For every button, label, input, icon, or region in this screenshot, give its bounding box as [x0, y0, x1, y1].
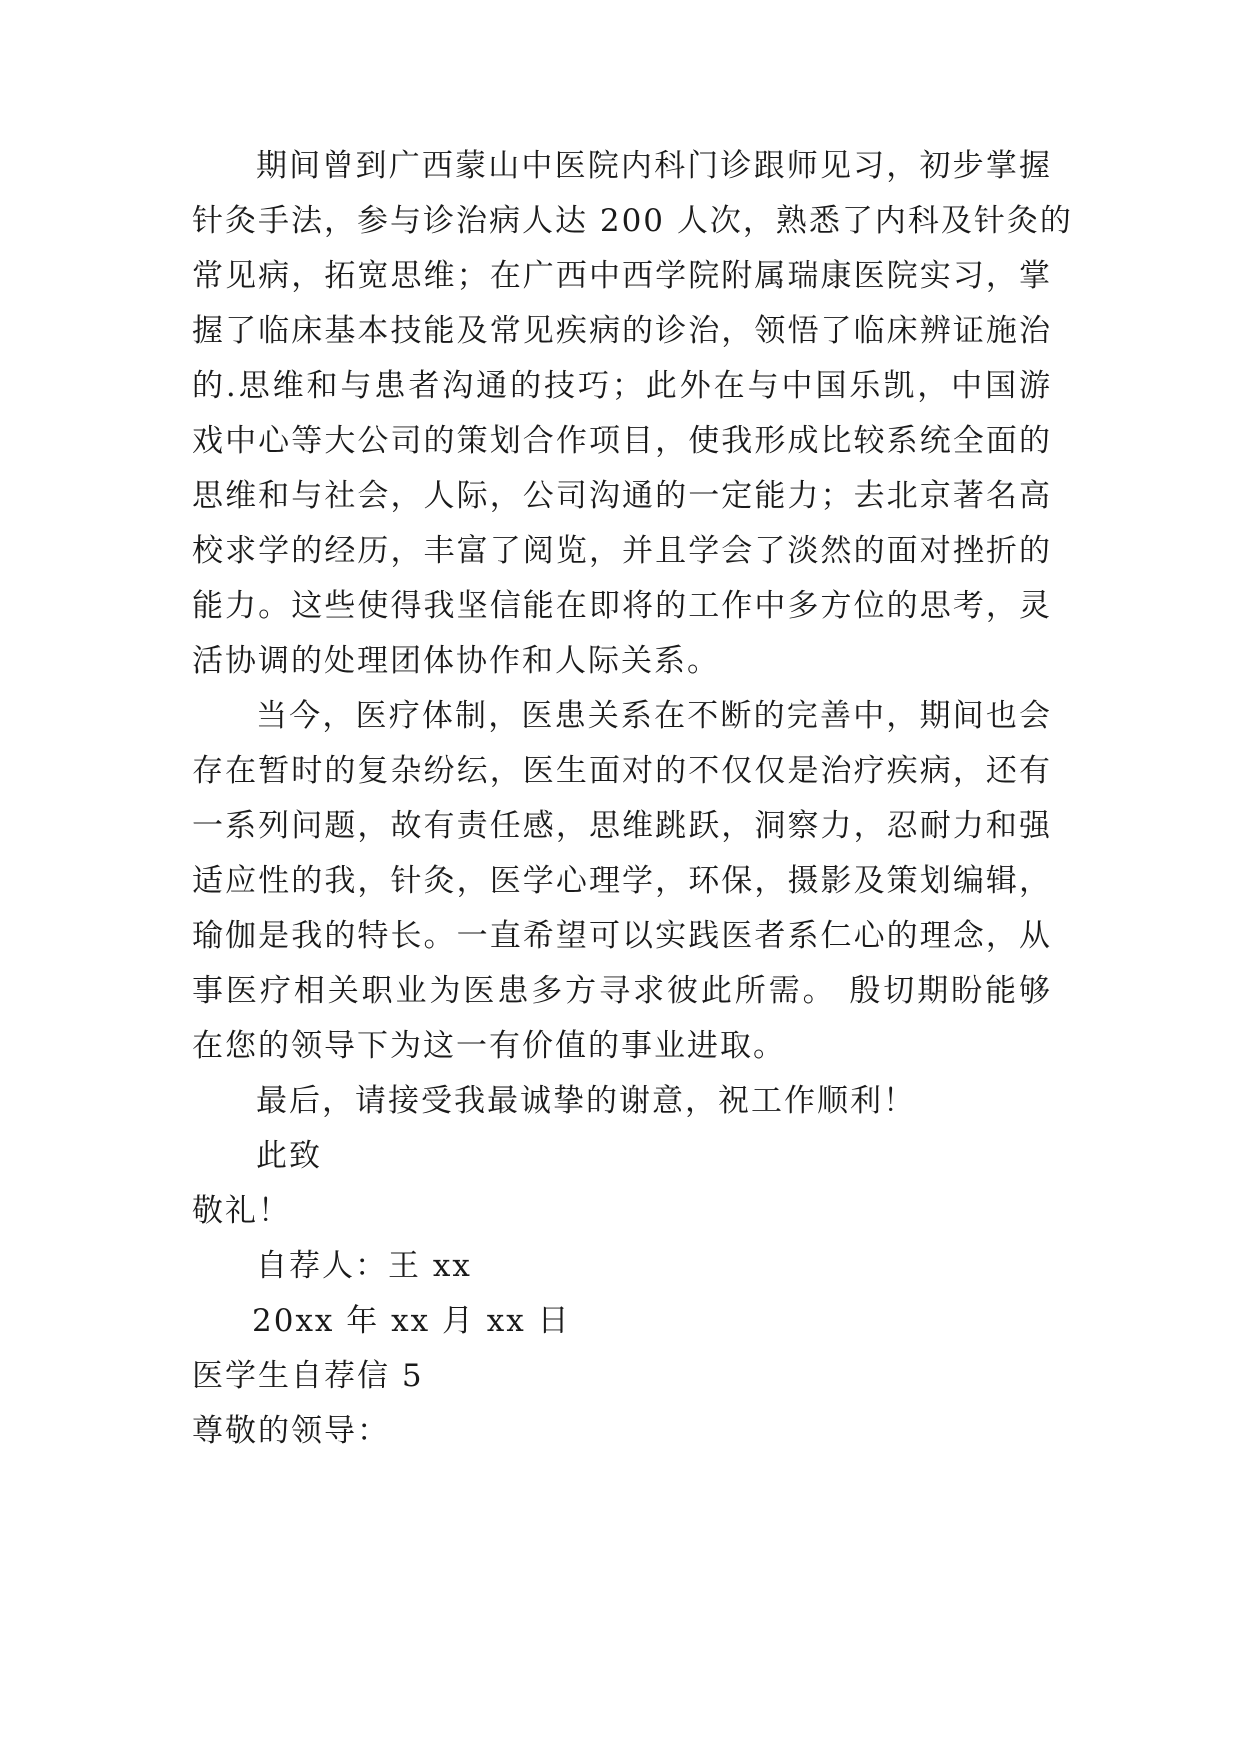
- paragraph-2-line-3: 一系列问题，故有责任感，思维跳跃，洞察力，忍耐力和强: [192, 808, 1052, 844]
- paragraph-1-line-2: 针灸手法，参与诊治病人达 200 人次，熟悉了内科及针灸的: [192, 203, 1073, 239]
- paragraph-2-line-2: 存在暂时的复杂纷纭，医生面对的不仅仅是治疗疾病，还有: [192, 753, 1052, 789]
- next-letter-greeting: 尊敬的领导：: [192, 1413, 390, 1449]
- paragraph-1-line-5: 的.思维和与患者沟通的技巧；此外在与中国乐凯，中国游: [192, 368, 1052, 404]
- paragraph-1-line-8: 校求学的经历，丰富了阅览，并且学会了淡然的面对挫折的: [192, 533, 1052, 569]
- date-line: 20xx 年 xx 月 xx 日: [252, 1303, 571, 1339]
- paragraph-1-line-4: 握了临床基本技能及常见疾病的诊治，领悟了临床辨证施治: [192, 313, 1052, 349]
- paragraph-1-line-6: 戏中心等大公司的策划合作项目，使我形成比较系统全面的: [192, 423, 1052, 459]
- next-letter-title: 医学生自荐信 5: [192, 1358, 424, 1394]
- salutation-line-2: 敬礼！: [192, 1193, 291, 1229]
- paragraph-2-line-6: 事医疗相关职业为医患多方寻求彼此所需。 殷切期盼能够: [192, 973, 1052, 1009]
- paragraph-1-line-9: 能力。这些使得我坚信能在即将的工作中多方位的思考，灵: [192, 588, 1052, 624]
- closing-line: 最后，请接受我最诚挚的谢意，祝工作顺利！: [256, 1083, 916, 1119]
- salutation-line-1: 此致: [256, 1138, 322, 1174]
- paragraph-2-line-1: 当今，医疗体制，医患关系在不断的完善中，期间也会: [256, 698, 1052, 734]
- paragraph-1-line-1: 期间曾到广西蒙山中医院内科门诊跟师见习，初步掌握: [256, 148, 1052, 184]
- paragraph-1-line-7: 思维和与社会，人际，公司沟通的一定能力；去北京著名高: [192, 478, 1052, 514]
- paragraph-2-line-5: 瑜伽是我的特长。一直希望可以实践医者系仁心的理念，从: [192, 918, 1052, 954]
- paragraph-1-line-10: 活协调的处理团体协作和人际关系。: [192, 643, 720, 679]
- paragraph-2-line-7: 在您的领导下为这一有价值的事业进取。: [192, 1028, 786, 1064]
- signature-line: 自荐人：王 xx: [256, 1248, 472, 1284]
- paragraph-1-line-3: 常见病，拓宽思维；在广西中西学院附属瑞康医院实习，掌: [192, 258, 1052, 294]
- paragraph-2-line-4: 适应性的我，针灸，医学心理学，环保，摄影及策划编辑，: [192, 863, 1052, 899]
